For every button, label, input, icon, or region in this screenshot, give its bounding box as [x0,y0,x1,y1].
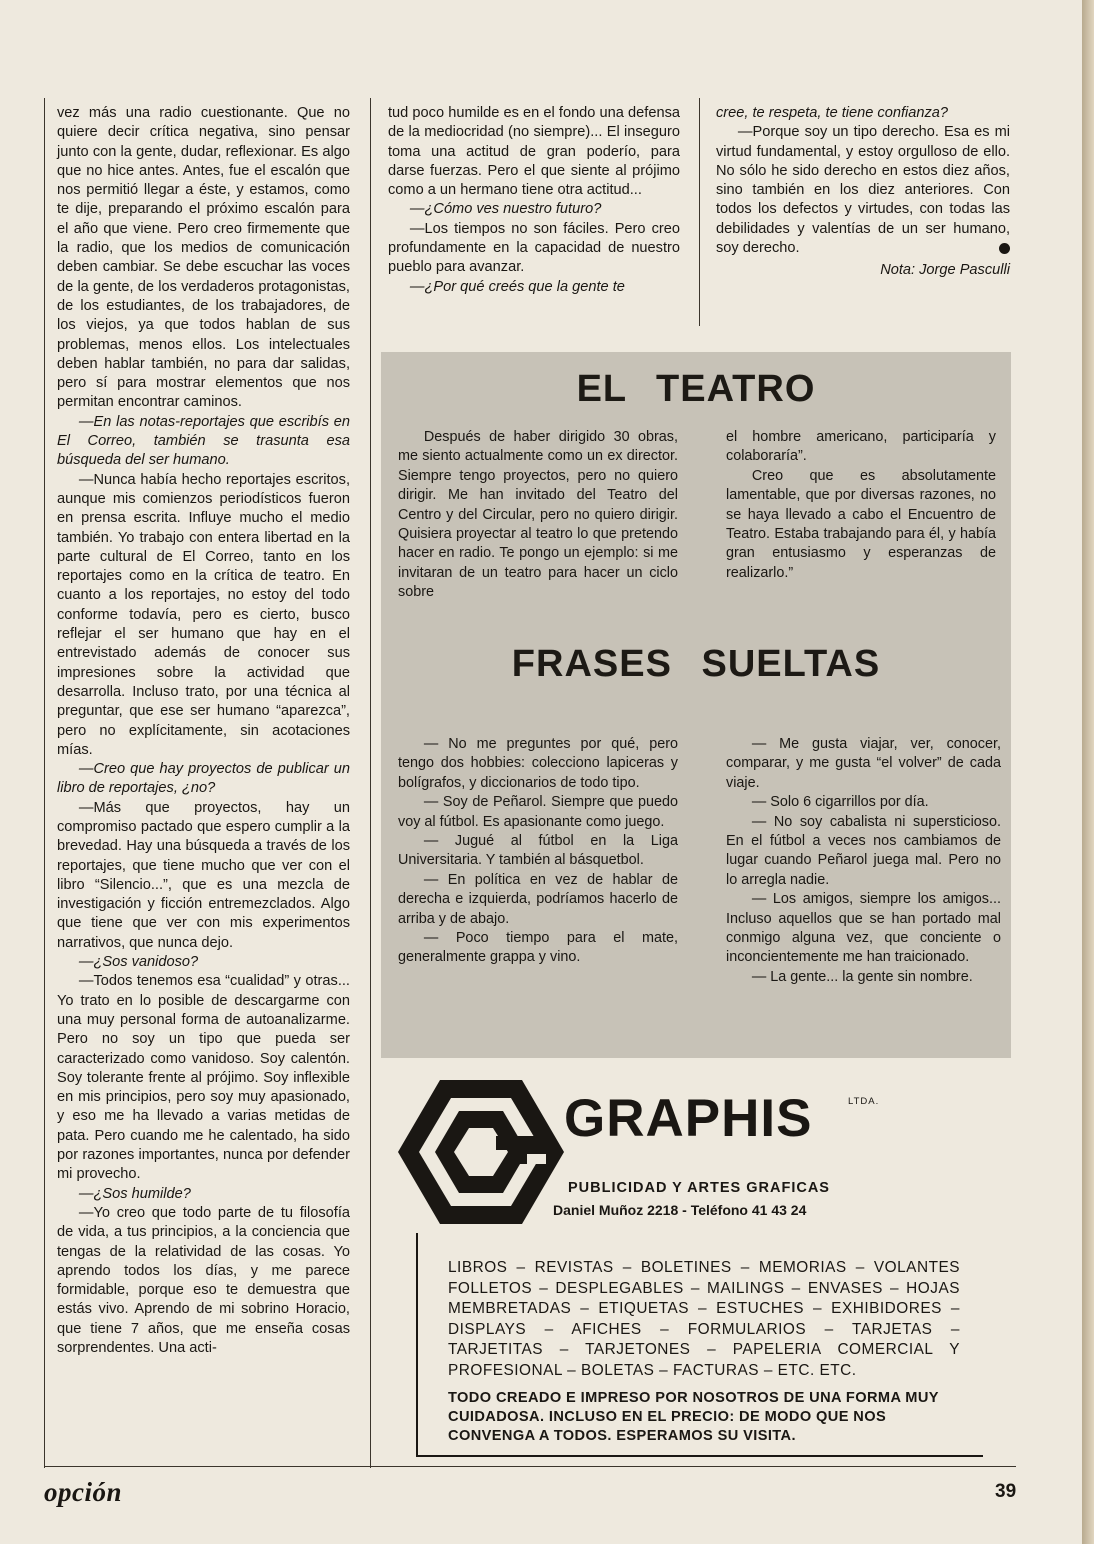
article-paragraph: —Creo que hay proyectos de publicar un libro de reportajes, ¿no? [57,761,350,797]
frase-item: — Solo 6 cigarrillos por día. [751,794,929,811]
article-column-3-body [716,104,1010,258]
frase-item: — Soy de Peñarol. Siempre que puedo voy al fútbol. Es apasionante como juego. [398,794,678,830]
article-signature: Nota: Jorge Pasculli [880,262,1010,279]
footer-rule [44,1466,1016,1467]
hexagon-g-logo-icon [396,1078,566,1226]
article-paragraph: —Más que proyectos, hay un compromiso pactado que espero cumplir a la brevedad. Hay una búsqueda a través de los reportajes, que tiene mucho que ver con el libro “Silencio...”, que es una mezcla de investigación y ficción entremezclados. Algo que tiene que ver con mis experimentos narrativos, que nunca dejo. [57,799,350,951]
ad-slogan: TODO CREADO E IMPRESO POR NOSOTROS DE UNA FORMA MUY CUIDADOSA. INCLUSO EN EL PRECIO: DE MODO QUE NOS CONVENGA A TODOS. ESPERAMOS SU VISITA. [448,1390,939,1445]
article-paragraph: —En las notas-reportajes que escribís en El Correo, también se trasunta esa búsqueda del ser humano. [57,413,350,469]
frase-item: — No me preguntes por qué, pero tengo dos hobbies: colecciono lapiceras y bolígrafos, y diccionarios de todo tipo. [398,736,678,791]
article-paragraph: —Nunca había hecho reportajes escritos, aunque mis comienzos periodísticos fueron en prensa escrita. Influye mucho el medio también. Yo trabajo con entera libertad en la parte cultural de El Correo, tanto en los reportajes como en la crítica de teatro. En cuanto a los reportajes, no estoy del todo conforme todavía, pero es cierto, busco reflejar el ser humano que hay en el entrevistado además de conocer sus impresiones sobre la actividad que desarrolla. Incluso trato, por una técnica al preguntar, que ese ser humano “aparezca”, pero no explícitamente, sin acotaciones mías. [57,471,350,758]
graphis-advertisement [396,1076,1016,1466]
teatro-paragraph: el hombre americano, participaría y colaboraría”. [726,429,996,465]
teatro-left-column [398,428,678,603]
frase-item: — Jugué al fútbol en la Liga Universitaria. Y también al básquetbol. [398,833,678,869]
article-paragraph: —¿Por qué creés que la gente te [409,278,625,295]
article-paragraph: —Yo creo que todo parte de tu filosofía de vida, a tus principios, a la conciencia que tengas de la relatividad de las cosas. Yo aprendo todos los días, y me parece formidable, porque eso te demuestra que estás vivo. Aprendo de mi sobrino Horacio, que tiene 7 años, que me enseña cosas sorprendentes. Una acti- [57,1204,350,1356]
frases-right-column [726,735,1001,987]
article-paragraph: vez más una radio cuestionante. Que no quiere decir crítica negativa, sino pensar junto con la gente, dudar, reflexionar. Es algo que no hice antes. Antes, fue el escalón que nos permitió llegar a éste, y estamos, como te dije, preparando el próximo escalón para el año que viene. Pero creo firmemente que la radio, que los medios de comunicación deben cambiar. Se debe escuchar las voces de la gente, de los verdaderos protagonistas, de los estudiantes, de los trabajadores, de los viejos, ya que todos hablan de sus problemas, menos ellos. Los intelectuales deben hablar también, no para dar salidas, pero sí para mostrar elementos que nos permitan encontrar caminos. [57,105,350,411]
ad-brand-name: GRAPHIS [564,1089,813,1148]
ad-address: Daniel Muñoz 2218 - Teléfono 41 43 24 [553,1202,807,1218]
frase-item: — La gente... la gente sin nombre. [751,968,973,985]
left-margin-rule [44,98,45,1468]
article-column-2 [388,104,680,297]
frase-item: — Me gusta viajar, ver, conocer, comparar, y me gusta “el volver” de cada viaje. [726,736,1001,791]
teatro-paragraph: Creo que es absolutamente lamentable, que por diversas razones, no se haya llevado a cabo el Encuentro de Teatro. Estaba trabajando para él, y había gran entusiasmo y esperanzas de realizarlo.” [726,467,996,581]
article-paragraph: —¿Sos vanidoso? [78,954,199,971]
teatro-right-column [726,428,996,583]
end-of-article-dot-icon [999,243,1010,254]
ad-tagline: PUBLICIDAD Y ARTES GRAFICAS [568,1180,830,1196]
article-paragraph: —Los tiempos no son fáciles. Pero creo profundamente en la capacidad de nuestro pueblo para avanzar. [388,220,680,276]
article-paragraph: —Porque soy un tipo derecho. Esa es mi virtud fundamental, y estoy orgulloso de ello. No sólo he sido derecho en estos diez años, sino también en los diez anteriores. Con todos los defectos y virtudes, con todas las debilidades y valentías de un ser humano, soy derecho. [716,124,1010,257]
teatro-paragraph: Después de haber dirigido 30 obras, me siento actualmente como un ex director. Siempre tengo proyectos, pero no quiero dirigir. Me han invitado del Teatro del Centro y del Circular, pero no quiero dirigir. Quisiera proyectar al teatro lo que pretendo hacer en radio. Te pongo un ejemplo: si me invitaran de un teatro para hacer un ciclo sobre [398,429,678,601]
article-paragraph: —¿Cómo ves nuestro futuro? [409,201,602,218]
ad-brand-suffix: LTDA. [848,1096,880,1107]
teatro-heading: EL TEATRO [576,368,816,410]
frase-item: — Poco tiempo para el mate, generalmente grappa y vino. [398,930,678,966]
magazine-name: opción [44,1477,123,1507]
article-paragraph: —¿Sos humilde? [78,1185,191,1202]
article-paragraph: —Todos tenemos esa “cualidad” y otras... Yo trato en lo posible de descargarme con una muy personal forma de autoanalizarme. Pero no soy un tipo que pueda ser caracterizado como vanidoso. Soy calentón. Soy tolerante frente al prójimo. Soy inflexible en mis principios, pero soy muy apasionado, y eso me ha llevado a varias metidas de pata. Pero cuando me he calentado, ha sido por razones importantes, nunca por defender mi provecho. [57,973,350,1183]
frase-item: — No soy cabalista ni supersticioso. En el fútbol a veces nos cambiamos de lugar cuando Peñarol juega mal. Pero no lo arregla nadie. [726,813,1001,888]
frases-left-column [398,735,678,968]
article-column-3 [716,104,1010,281]
ad-product-list: LIBROS – REVISTAS – BOLETINES – MEMORIAS – VOLANTES FOLLETOS – DESPLEGABLES – MAILINGS – ENVASES – HOJAS MEMBRETADAS – ETIQUETAS – ESTUCHES – EXHIBIDORES – DISPLAYS – AFICHES – FORMULARIOS – TARJETAS – TARJETITAS – TARJETONES – PAPELERIA COMERCIAL Y PROFESIONAL – BOLETAS – FACTURAS – ETC. ETC. [448,1259,960,1379]
column-divider-rule [699,98,700,326]
page-number: 39 [995,1481,1017,1502]
article-column-1 [57,104,350,1358]
column-divider-rule [370,98,371,1468]
sidebar-box [381,352,1011,1058]
frase-item: — Los amigos, siempre los amigos... Incluso aquellos que se han portado mal conmigo alguna vez, que conciente o inconcientemente me han traicionado. [726,891,1001,966]
frase-item: — En política en vez de hablar de derecha e izquierda, podríamos hacerlo de arriba y de abajo. [398,871,678,927]
article-paragraph: cree, te respeta, te tiene confianza? [716,105,949,121]
frases-heading: FRASES SUELTAS [511,643,881,685]
article-paragraph: tud poco humilde es en el fondo una defensa de la mediocridad (no siempre)... El inseguro toma una actitud de gran poderío, para darse fuerzas. Pero el que siente al prójimo como a un hermano tiene otra actitud... [388,105,680,199]
